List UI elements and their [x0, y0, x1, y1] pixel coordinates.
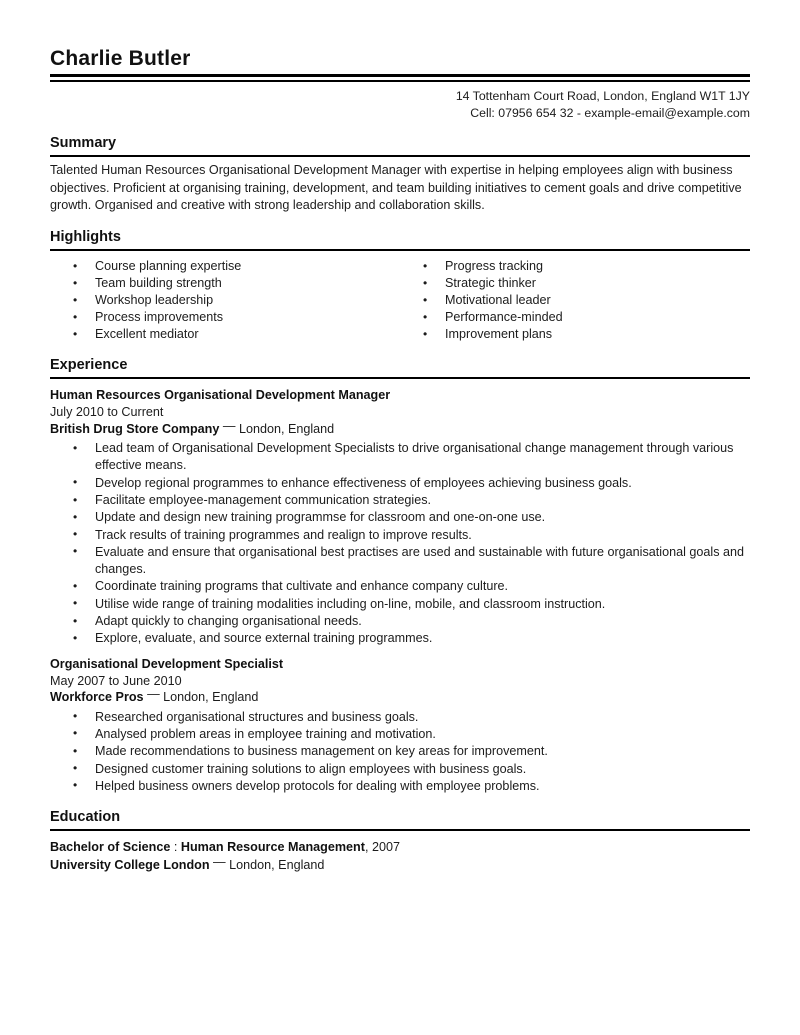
job-bullet-text: Evaluate and ensure that organisational best practises are used and sustainable with future organisational goals and changes. — [95, 544, 745, 577]
highlight-item — [400, 275, 750, 292]
job-bullet-item — [50, 743, 750, 760]
job-bullet-text: Explore, evaluate, and source external training programmes. — [95, 631, 433, 646]
job-bullet-text: Update and design new training programmse for classroom and one-on-one use. — [95, 510, 546, 525]
bullet-icon: • — [423, 258, 428, 273]
dash-separator: — — [147, 687, 160, 702]
bullet-icon: • — [73, 475, 78, 490]
bullet-icon: • — [73, 275, 78, 290]
bullet-icon: • — [423, 326, 428, 341]
bullet-icon: • — [73, 709, 78, 724]
highlight-label: Excellent mediator — [95, 327, 199, 342]
header-double-rule — [50, 74, 750, 82]
job-bullet-item — [50, 613, 750, 630]
name-heading: Charlie Butler — [50, 47, 191, 70]
education-heading: Education — [50, 808, 750, 831]
job-dates: July 2010 to Current — [50, 405, 164, 420]
company-name: British Drug Store Company — [50, 421, 220, 436]
highlight-label: Strategic thinker — [445, 276, 536, 291]
highlight-label: Improvement plans — [445, 327, 553, 342]
job-bullet-item — [50, 527, 750, 544]
highlight-item — [400, 258, 750, 275]
school-location: London, England — [229, 857, 325, 872]
job-bullet-item — [50, 709, 750, 726]
dash-separator: — — [222, 418, 236, 433]
job-bullet-text: Designed customer training solutions to align employees with business goals. — [95, 761, 527, 776]
bullet-icon: • — [73, 596, 78, 611]
job-company-line — [50, 418, 750, 439]
highlights-list-right — [400, 258, 750, 343]
job-bullet-text: Made recommendations to business management on key areas for improvement. — [95, 744, 548, 759]
job-company-line — [50, 689, 750, 707]
bullet-icon: • — [423, 292, 428, 307]
job-title: Organisational Development Specialist — [50, 656, 284, 671]
contact-block — [50, 88, 750, 121]
bullet-icon: • — [73, 544, 78, 559]
job-bullet-text: Researched organisational structures and business goals. — [95, 709, 419, 724]
job-bullet-text: Track results of training programmes and realign to improve results. — [95, 527, 472, 542]
highlight-item — [400, 309, 750, 326]
company-name: Workforce Pros — [50, 690, 144, 705]
school-name: University College London — [50, 857, 210, 872]
bullet-icon: • — [73, 761, 78, 776]
job-bullet-item — [50, 596, 750, 613]
bullet-icon: • — [73, 292, 78, 307]
job-bullet-item — [50, 761, 750, 778]
highlight-label: Course planning expertise — [95, 259, 242, 274]
contact-address: 14 Tottenham Court Road, London, England W1T 1JY — [455, 89, 750, 103]
bullet-icon: • — [73, 527, 78, 542]
job-bullet-item — [50, 440, 750, 475]
highlight-label: Performance-minded — [445, 310, 563, 325]
job-title: Human Resources Organisational Development Manager — [50, 388, 391, 403]
highlight-item — [50, 292, 400, 309]
job-bullet-item — [50, 509, 750, 526]
job-bullet-item — [50, 726, 750, 743]
bullet-icon: • — [73, 440, 78, 455]
job-bullet-text: Adapt quickly to changing organisational needs. — [95, 614, 362, 629]
highlight-item — [50, 309, 400, 326]
bullet-icon: • — [73, 613, 78, 628]
bullet-icon: • — [73, 309, 78, 324]
highlights-heading: Highlights — [50, 228, 750, 251]
bullet-icon: • — [73, 326, 78, 341]
highlight-item — [400, 326, 750, 343]
dash-separator: — — [213, 854, 226, 869]
bullet-icon: • — [73, 726, 78, 741]
highlight-item — [50, 258, 400, 275]
highlight-item — [400, 292, 750, 309]
highlight-label: Process improvements — [95, 310, 224, 325]
bullet-icon: • — [423, 309, 428, 324]
highlight-label: Progress tracking — [445, 259, 543, 274]
job-bullet-text: Facilitate employee-management communication strategies. — [95, 493, 431, 507]
degree-separator: : — [170, 840, 181, 855]
summary-text: Talented Human Resources Organisational Development Manager with expertise in helping employees align with business objectives. Proficient at organising training, development, and team building initiatives to cement goals and drive competitive growth. Organised and creative with strong leadership and collaboration skills. — [50, 163, 742, 213]
bullet-icon: • — [73, 492, 78, 507]
contact-cell-email: Cell: 07956 654 32 - example-email@example.com — [470, 105, 750, 120]
degree-field: Human Resource Management — [180, 840, 365, 855]
highlights-list-left — [50, 258, 400, 343]
job-dates: May 2007 to June 2010 — [50, 673, 182, 688]
bullet-icon: • — [73, 778, 78, 793]
highlight-label: Workshop leadership — [95, 293, 214, 308]
job-bullet-text: Coordinate training programs that cultivate and enhance company culture. — [95, 579, 509, 594]
job-bullet-item — [50, 778, 750, 795]
degree-name: Bachelor of Science — [50, 840, 171, 855]
job-entry-1 — [50, 387, 750, 648]
job-bullet-item — [50, 544, 750, 579]
job-bullet-text: Develop regional programmes to enhance effectiveness of employees achieving business goals. — [95, 475, 632, 490]
highlight-item — [50, 275, 400, 292]
job-bullet-text: Utilise wide range of training modalities including on-line, mobile, and classroom instruction. — [95, 596, 606, 611]
bullet-icon: • — [73, 258, 78, 273]
job-bullet-item — [50, 578, 750, 595]
education-degree-line — [50, 839, 750, 857]
bullet-icon: • — [73, 509, 78, 524]
degree-year: , 2007 — [364, 840, 400, 855]
highlight-label: Team building strength — [95, 276, 222, 291]
job-bullet-list — [50, 709, 750, 795]
job-bullet-text: Analysed problem areas in employee training and motivation. — [95, 726, 436, 741]
job-entry-2 — [50, 656, 750, 795]
education-school-line — [50, 854, 750, 875]
job-bullet-text: Helped business owners develop protocols for dealing with employee problems. — [95, 778, 540, 793]
job-bullet-item — [50, 630, 750, 647]
highlights-columns — [50, 258, 750, 343]
bullet-icon: • — [73, 743, 78, 758]
summary-heading: Summary — [50, 134, 750, 157]
job-bullet-text: Lead team of Organisational Development Specialists to drive organisational change management through various effective means. — [95, 441, 734, 473]
highlight-label: Motivational leader — [445, 293, 551, 308]
job-bullet-item — [50, 492, 750, 509]
experience-heading: Experience — [50, 356, 750, 379]
bullet-icon: • — [73, 578, 78, 593]
bullet-icon: • — [73, 630, 78, 645]
education-block — [50, 839, 750, 874]
job-bullet-item — [50, 475, 750, 492]
bullet-icon: • — [423, 275, 428, 290]
highlight-item — [50, 326, 400, 343]
company-location: London, England — [238, 421, 335, 436]
job-bullet-list — [50, 440, 750, 648]
company-location: London, England — [163, 690, 259, 705]
